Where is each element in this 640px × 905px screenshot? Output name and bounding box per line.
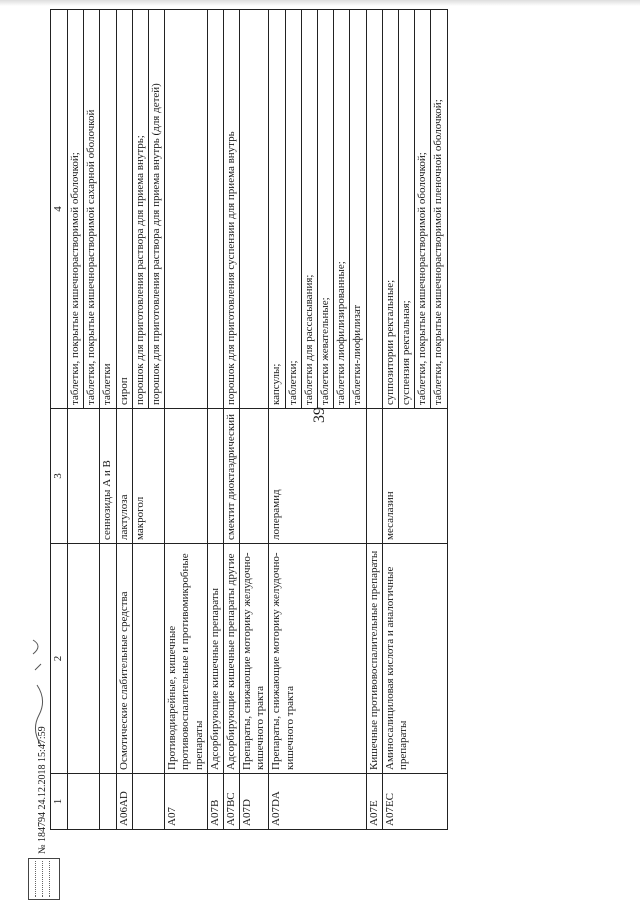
inn-cell: сеннозиды А и В xyxy=(100,409,116,544)
dosage-form-cell: порошок для приготовления раствора для приема внутрь; xyxy=(132,10,148,409)
table-row xyxy=(223,10,239,830)
dosage-form-cell xyxy=(207,10,223,409)
header-col-4: 4 xyxy=(51,10,68,409)
atc-code-cell: A06AD xyxy=(116,774,132,830)
table-row xyxy=(116,10,132,830)
atc-code-cell xyxy=(100,774,116,830)
atc-code-cell: A07EC xyxy=(382,774,447,830)
inn-cell: смектит диоктаэдрический xyxy=(223,409,239,544)
stamp-logo xyxy=(28,858,60,900)
dosage-form-cell: таблетки, покрытые кишечнорастворимой пленочной оболочкой; xyxy=(431,10,447,409)
handwritten-mark xyxy=(27,630,51,750)
inn-cell xyxy=(68,409,100,544)
inn-cell xyxy=(240,409,269,544)
dosage-form-cell: таблетки, покрытые кишечнорастворимой оболочкой; xyxy=(415,10,431,409)
atc-code-cell: A07E xyxy=(366,774,382,830)
table-row xyxy=(366,10,382,830)
group-name-cell: Кишечные противовоспалительные препараты xyxy=(366,544,382,774)
inn-cell: макрогол xyxy=(132,409,164,544)
dosage-form-cell xyxy=(366,10,382,409)
table-row xyxy=(100,10,116,830)
table-row xyxy=(207,10,223,830)
table-row xyxy=(269,10,285,830)
dosage-form-cell: таблетки-лиофилизат xyxy=(350,10,366,409)
table-row xyxy=(240,10,269,830)
inn-cell: месалазин xyxy=(382,409,447,544)
table-body xyxy=(68,10,448,830)
dosage-form-cell: таблетки xyxy=(100,10,116,409)
group-name-cell: Адсорбирующие кишечные препараты xyxy=(207,544,223,774)
page-number: 39 xyxy=(311,407,328,423)
atc-code-cell: A07D xyxy=(240,774,269,830)
dosage-form-cell: порошок для приготовления суспензии для приема внутрь xyxy=(223,10,239,409)
atc-code-cell: A07BC xyxy=(223,774,239,830)
footer xyxy=(25,600,65,900)
header-col-2: 2 xyxy=(51,544,68,774)
table-row xyxy=(132,10,148,830)
group-name-cell xyxy=(68,544,100,774)
dosage-form-cell: таблетки, покрытые кишечнорастворимой оболочкой; xyxy=(68,10,84,409)
atc-code-cell xyxy=(68,774,100,830)
group-name-cell xyxy=(100,544,116,774)
inn-cell xyxy=(165,409,208,544)
document-id: № 184794 24.12.2018 15:47:59 xyxy=(37,726,48,854)
inn-cell xyxy=(207,409,223,544)
dosage-form-cell: суппозитории ректальные; xyxy=(382,10,398,409)
dosage-form-cell: таблетки для рассасывания; xyxy=(301,10,317,409)
table-row xyxy=(382,10,398,830)
group-name-cell xyxy=(132,544,164,774)
group-name-cell: Препараты, снижающие моторику желудочно-кишечного тракта xyxy=(240,544,269,774)
atc-code-cell: A07DA xyxy=(269,774,366,830)
dosage-form-cell: таблетки, покрытые кишечнорастворимой сахарной оболочкой xyxy=(84,10,100,409)
table-container xyxy=(50,10,550,830)
group-name-cell: Противодиарейные, кишечные противовоспалительные и противомикробные препараты xyxy=(165,544,208,774)
scan-top-edge xyxy=(0,0,640,6)
table-row xyxy=(68,10,84,830)
group-name-cell: Адсорбирующие кишечные препараты другие xyxy=(223,544,239,774)
dosage-form-cell: капсулы; xyxy=(269,10,285,409)
dosage-form-cell: порошок для приготовления раствора для приема внутрь (для детей) xyxy=(148,10,164,409)
atc-code-cell: A07B xyxy=(207,774,223,830)
header-col-3: 3 xyxy=(51,409,68,544)
group-name-cell: Препараты, снижающие моторику желудочно-кишечного тракта xyxy=(269,544,366,774)
dosage-form-cell: сироп xyxy=(116,10,132,409)
dosage-form-cell xyxy=(240,10,269,409)
group-name-cell: Аминосалициловая кислота и аналогичные препараты xyxy=(382,544,447,774)
dosage-form-cell: суспензия ректальная; xyxy=(398,10,414,409)
dosage-form-cell xyxy=(165,10,208,409)
dosage-form-cell: таблетки; xyxy=(285,10,301,409)
inn-cell: лактулоза xyxy=(116,409,132,544)
inn-cell: лоперамид xyxy=(269,409,366,544)
atc-code-cell xyxy=(132,774,164,830)
group-name-cell: Осмотические слабительные средства xyxy=(116,544,132,774)
table-row xyxy=(165,10,208,830)
dosage-form-cell: таблетки жевательные; xyxy=(318,10,334,409)
inn-cell xyxy=(366,409,382,544)
drug-table xyxy=(50,9,448,830)
atc-code-cell: A07 xyxy=(165,774,208,830)
dosage-form-cell: таблетки лиофилизированные; xyxy=(334,10,350,409)
header-col-1: 1 xyxy=(51,774,68,830)
